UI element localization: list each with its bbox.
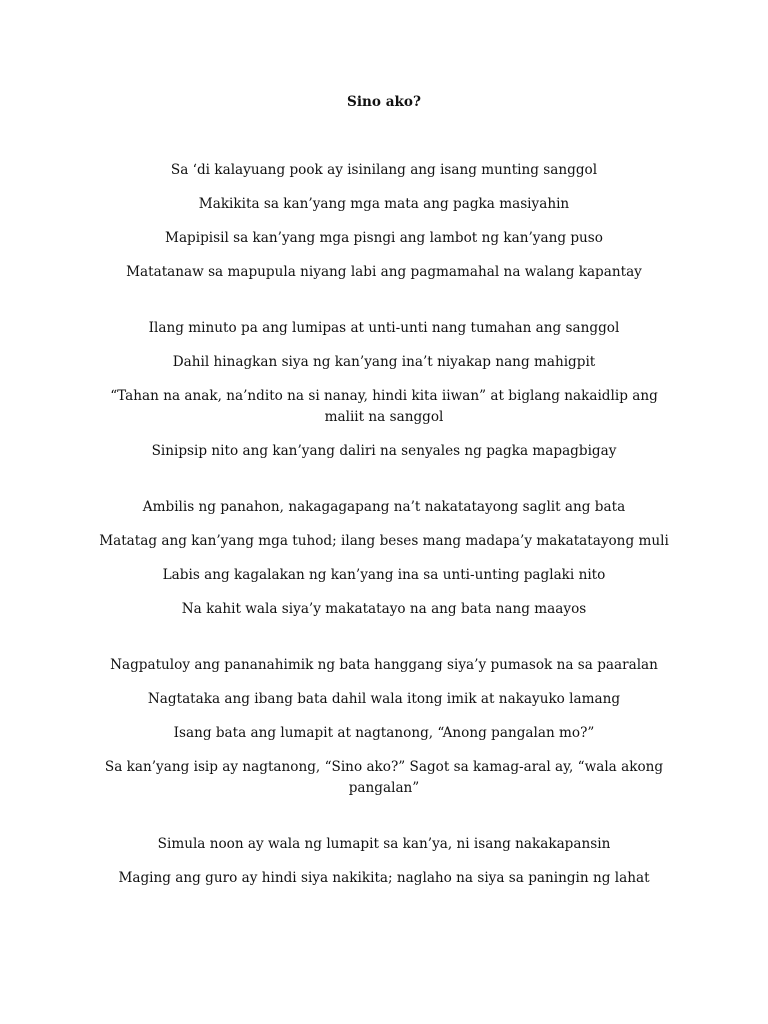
poem-line: Simula noon ay wala ng lumapit sa kan’ya, ni isang nakakapansin: [157, 836, 611, 852]
poem-line: Matatanaw sa mapupula niyang labi ang pagmamahal na walang kapantay: [126, 264, 642, 280]
stanza-2: [90, 318, 678, 462]
poem-line: Maging ang guro ay hindi siya nakikita; naglaho na siya sa paningin ng lahat: [118, 870, 650, 886]
poem-line: Makikita sa kan’yang mga mata ang pagka masiyahin: [198, 196, 570, 212]
poem-line: Mapipisil sa kan’yang mga pisngi ang lambot ng kan’yang puso: [165, 230, 603, 246]
poem-body: [90, 160, 678, 924]
poem-line: Sinipsip nito ang kan’yang daliri na senyales ng pagka mapagbigay: [151, 443, 617, 459]
poem-line: Ilang minuto pa ang lumipas at unti-unti nang tumahan ang sanggol: [148, 320, 620, 336]
poem-line: Nagtataka ang ibang bata dahil wala itong imik at nakayuko lamang: [147, 691, 621, 707]
stanza-1: [90, 160, 678, 283]
poem-line: Sa ‘di kalayuang pook ay isinilang ang isang munting sanggol: [170, 162, 598, 178]
poem-line: Isang bata ang lumapit at nagtanong, “Anong pangalan mo?”: [173, 725, 595, 741]
stanza-3: [90, 497, 678, 620]
poem-line: Ambilis ng panahon, nakagagapang na’t nakatatayong saglit ang bata: [142, 499, 626, 515]
poem-line: “Tahan na anak, na’ndito na si nanay, hindi kita iiwan” at biglang nakaidlip ang maliit na sanggol: [110, 388, 658, 425]
poem-line: Labis ang kagalakan ng kan’yang ina sa unti-unting paglaki nito: [162, 567, 606, 583]
poem-line: Na kahit wala siya’y makatatayo na ang bata nang maayos: [181, 601, 587, 617]
stanza-4: [90, 655, 678, 799]
poem-line: Dahil hinagkan siya ng kan’yang ina’t niyakap nang mahigpit: [172, 354, 596, 370]
poem-title: Sino ako?: [347, 94, 421, 110]
stanza-5: [90, 834, 678, 889]
poem-line: Matatag ang kan’yang mga tuhod; ilang beses mang madapa’y makatatayong muli: [99, 533, 669, 549]
poem-line: Nagpatuloy ang pananahimik ng bata hanggang siya’y pumasok na sa paaralan: [110, 657, 658, 673]
poem-line: Sa kan’yang isip ay nagtanong, “Sino ako?” Sagot sa kamag-aral ay, “wala akong pangalan”: [104, 759, 664, 796]
